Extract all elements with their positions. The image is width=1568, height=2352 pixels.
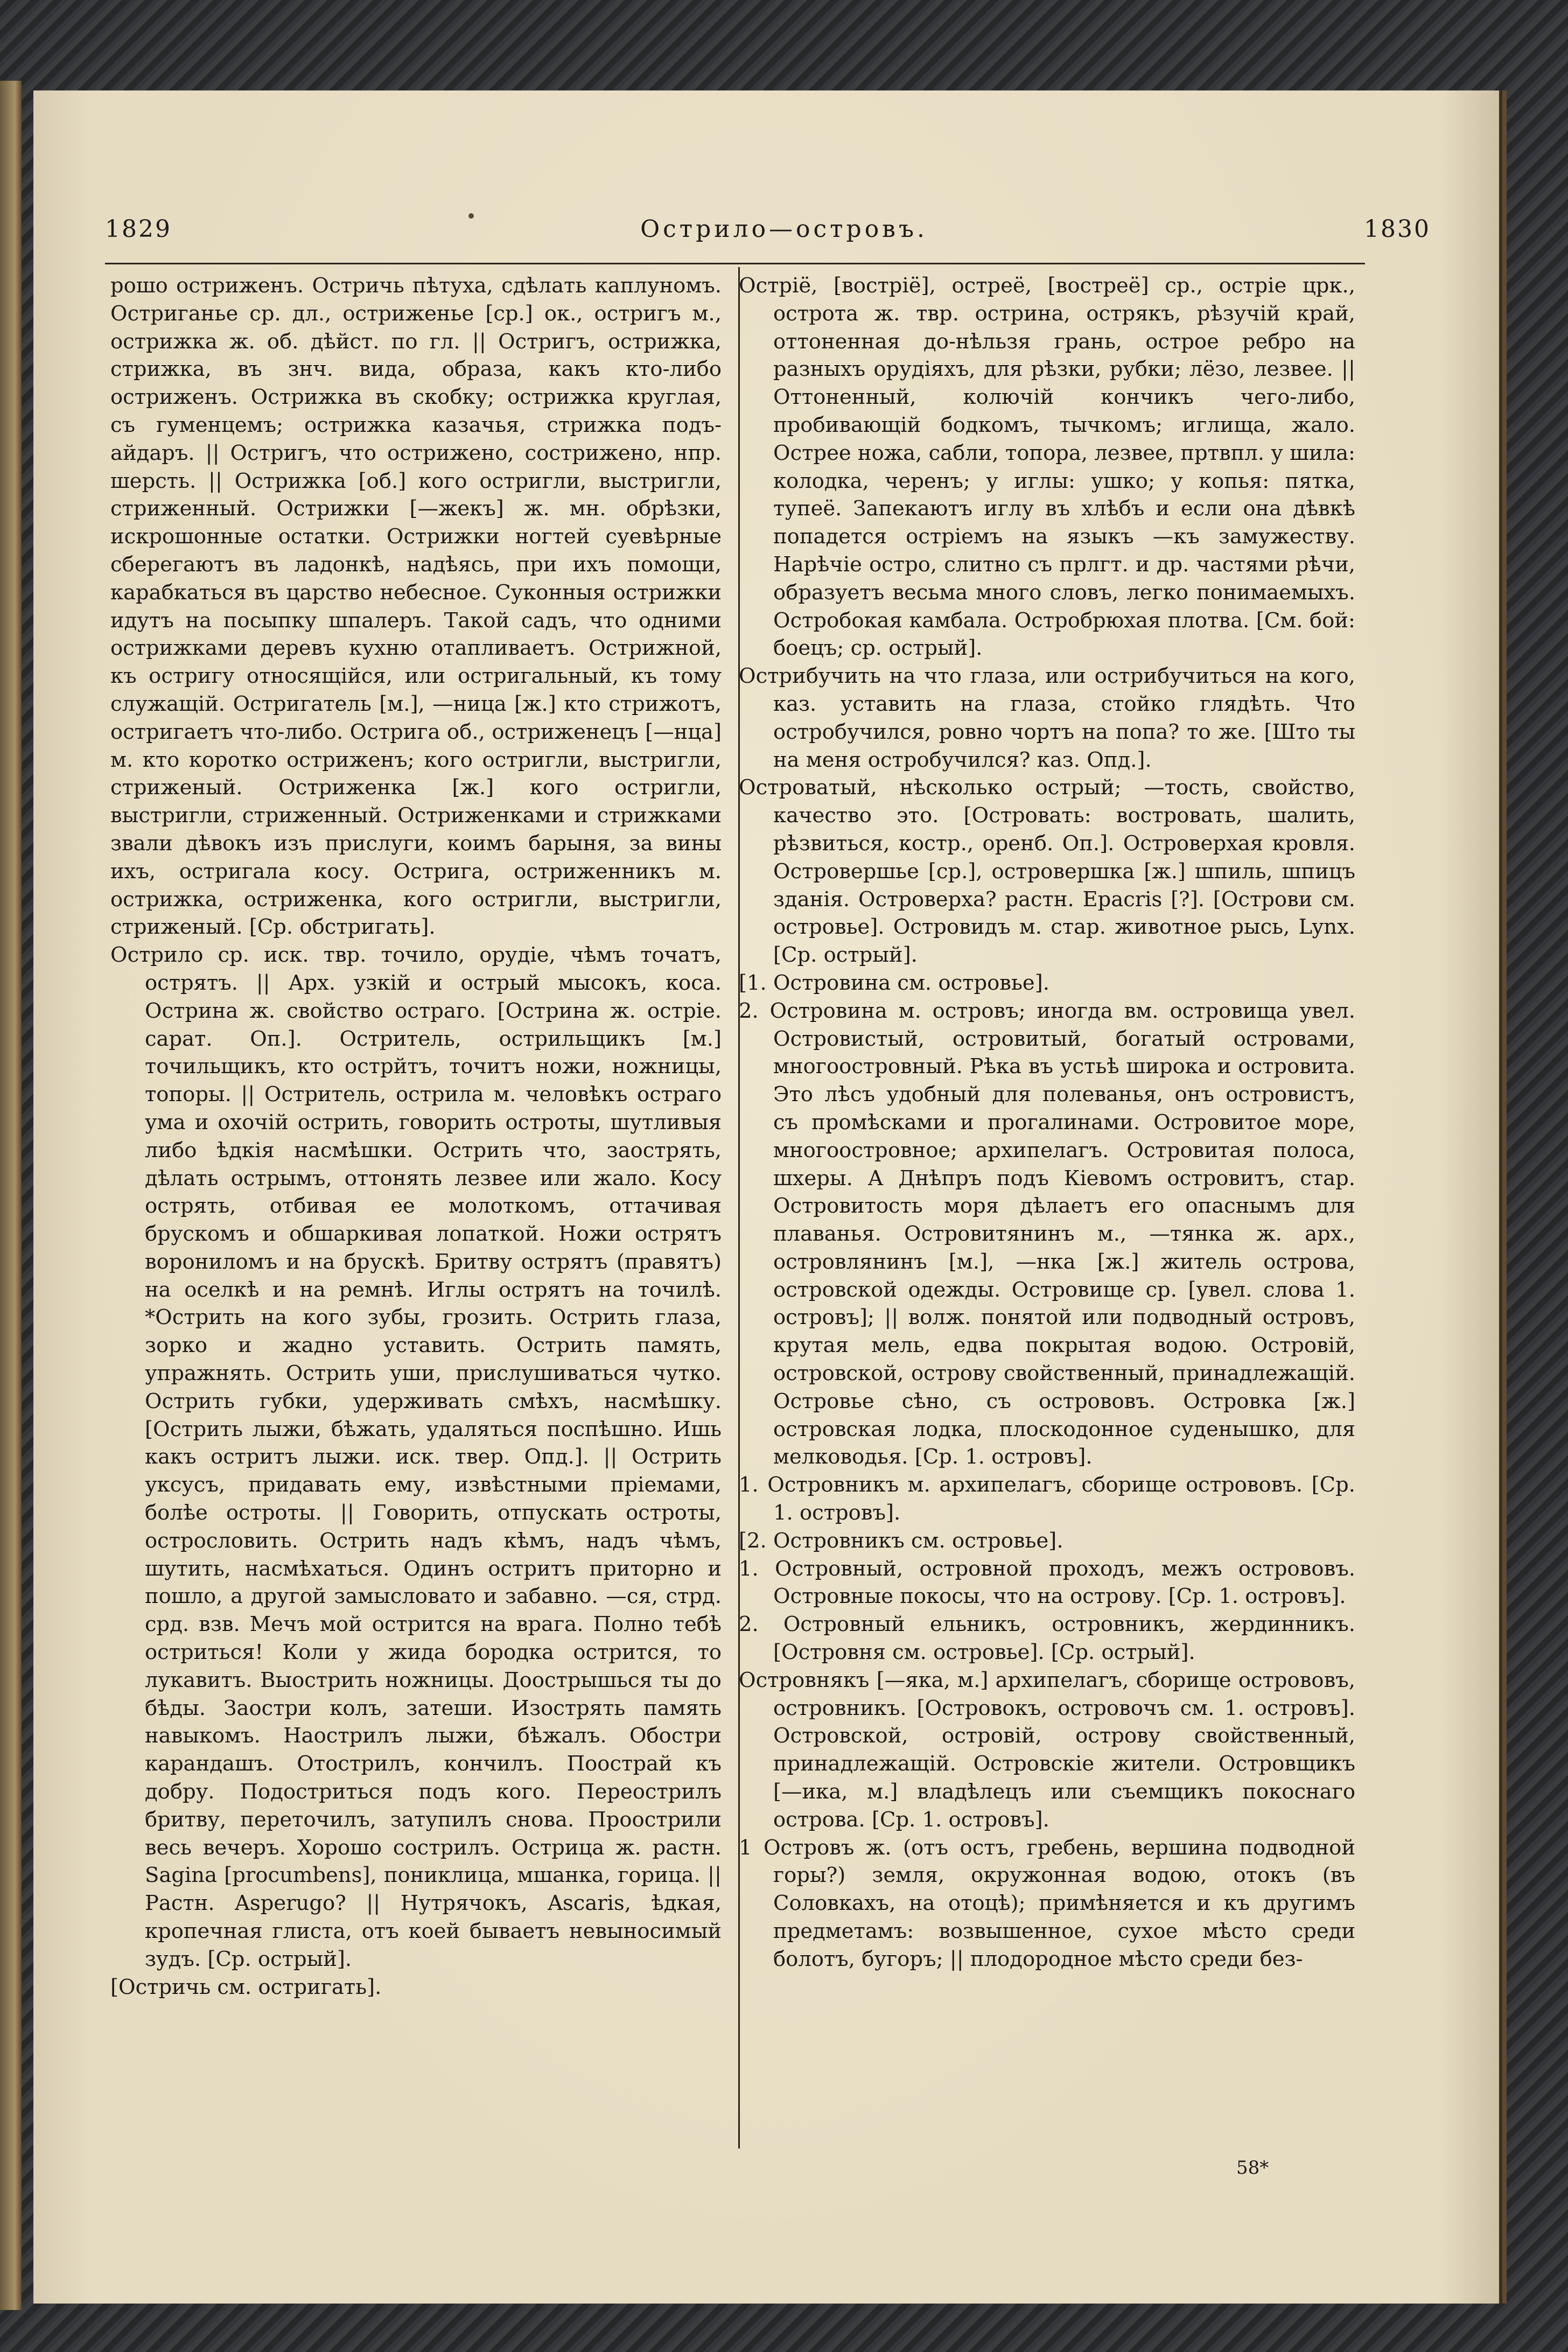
right-column <box>739 272 1355 1973</box>
signature-mark: 58* <box>1236 2157 1269 2179</box>
left-column <box>110 272 722 2001</box>
entry-ostrov: 1 Островъ ж. (отъ остъ, гребень, вершина подводной горы?) земля, окружонная водою, отокъ (въ Соловкахъ, на отоцѣ); примѣняется и къ другимъ предметамъ: возвышенное, сухое мѣсто среди болотъ, бугоръ; || плодородное мѣсто среди без- <box>739 1835 1355 1971</box>
entry-ostrovnyi-2: 2. Островный ельникъ, островникъ, жердинникъ. [Островня см. островье]. [Ср. острый]. <box>739 1612 1355 1665</box>
entry-ostrovnik-1: 1. Островникъ м. архипелагъ, сборище острововъ. [Ср. 1. островъ]. <box>739 1473 1355 1525</box>
page-number-right: 1830 <box>1364 215 1431 243</box>
previous-page-edge <box>0 81 22 2310</box>
entry-ostrovnik-2: [2. Островникъ см. островье]. <box>739 1528 1063 1553</box>
entry-ostrovina-2: 2. Островина м. островъ; иногда вм. островища увел. Островистый, островитый, богатый островами, многоостровный. Рѣка въ устьѣ широка и островита. Это лѣсъ удобный для полеванья, онъ островистъ, съ промѣсками и прогалинами. Островитое море, многоостровное; архипелагъ. Островитая полоса, шхеры. А Днѣпръ подъ Кіевомъ островитъ, стар. Островитость моря дѣлаетъ его опаснымъ для плаванья. Островитянинъ м., —тянка ж. арх., островлянинъ [м.], —нка [ж.] житель острова, островской одежды. Островище ср. [увел. слова 1. островъ]; || волж. понятой или подводный островъ, крутая мель, едва покрытая водою. Островій, островской, острову свойственный, принадлежащій. Островье сѣно, съ острововъ. Островка [ж.] островская лодка, плоскодонное суденышко, для мелководья. [Ср. 1. островъ]. <box>739 998 1355 1469</box>
entry-ostrovina-1: [1. Островина см. островье]. <box>739 970 1049 995</box>
running-title: Острило—островъ. <box>640 215 928 243</box>
entry-ostrovatyi: Островатый, нѣсколько острый; —тость, свойство, качество это. [Островать: востровать, шалить, рѣзвиться, костр., оренб. Оп.]. Островерхая кровля. Островершье [ср.], островершка [ж.] шпиль, шпицъ зданія. Островерха? растн. Epacris [?]. [Острови см. островье]. Островидъ м. стар. животное рысь, Lynx. [Ср. острый]. <box>739 775 1355 968</box>
entry-ostrobuchit: Острибучить на что глаза, или острибучиться на кого, каз. уставить на глаза, стойко глядѣть. Что остробучился, ровно чортъ на попа? то же. [Што ты на меня остробучился? каз. Опд.]. <box>739 664 1355 772</box>
running-header <box>0 215 1568 248</box>
entry-ostrovnyi-1: 1. Островный, островной проходъ, межъ острововъ. Островные покосы, что на острову. [Ср. 1. островъ]. <box>739 1556 1355 1609</box>
page-number-left: 1829 <box>105 215 172 243</box>
entry-ostrich: [Остричь см. остригать]. <box>110 1975 382 1999</box>
entry-ostrie: Остріё, [востріё], остреё, [востреё] ср., остріе црк., острота ж. твр. острина, острякъ, рѣзучій край, оттоненная до-нѣльзя грань, острое ребро на разныхъ орудіяхъ, для рѣзки, рубки; лёзо, лезвее. || Оттоненный, колючій кончикъ чего-либо, пробивающій бодкомъ, тычкомъ; иглища, жало. Острее ножа, сабли, топора, лезвее, пртвпл. у шила: колодка, черенъ; у иглы: ушко; у копья: пятка, тупеё. Запекаютъ иглу въ хлѣбъ и если она дѣвкѣ попадется остріемъ на языкъ —къ замужеству. Нарѣчіе остро, слитно съ прлгт. и др. частями рѣчи, образуетъ весьма много словъ, легко понимаемыхъ. Остробокая камбала. Остробрюхая плотва. [См. бой: боецъ; ср. острый]. <box>739 274 1355 661</box>
entry-ostrovnyak: Островнякъ [—яка, м.] архипелагъ, сборище острововъ, островникъ. [Островокъ, островочъ см. 1. островъ]. Островской, островій, острову свойственный, принадлежащій. Островскіе жители. Островщикъ [—ика, м.] владѣлецъ или съемщикъ покоснаго острова. [Ср. 1. островъ]. <box>739 1668 1355 1832</box>
entry-ostrilo: Острило ср. иск. твр. точило, орудіе, чѣмъ точатъ, острятъ. || Арх. узкій и острый мысокъ, коса. Острина ж. свойство остраго. [Острина ж. остріе. сарат. Оп.]. Остритель, острильщикъ [м.] точильщикъ, кто острйтъ, точитъ ножи, ножницы, топоры. || Остритель, острила м. человѣкъ остраго ума и охочій острить, говорить остроты, шутливыя либо ѣдкія насмѣшки. Острить что, заострять, дѣлать острымъ, оттонять лезвее или жало. Косу острять, отбивая ее молоткомъ, оттачивая брускомъ и обшаркивая лопаткой. Ножи острятъ ворониломъ и на брускѣ. Бритву острятъ (правятъ) на оселкѣ и на ремнѣ. Иглы острятъ на точилѣ. *Острить на кого зубы, грозить. Острить глаза, зорко и жадно уставить. Острить память, упражнять. Острить уши, прислушиваться чутко. Острить губки, удерживать смѣхъ, насмѣшку. [Острить лыжи, бѣжать, удаляться поспѣшно. Ишь какъ остритъ лыжи. иск. твер. Опд.]. || Острить уксусъ, придавать ему, извѣстными пріемами, болѣе остроты. || Говорить, отпускать остроты, острословить. Острить надъ кѣмъ, надъ чѣмъ, шутить, насмѣхаться. Одинъ остритъ приторно и пошло, а другой замысловато и забавно. —ся, стрд. срд. взв. Мечъ мой острится на врага. Полно тебѣ остриться! Коли у жида бородка острится, то лукавитъ. Выострить ножницы. Доострышься ты до бѣды. Заостри колъ, затеши. Изострять память навыкомъ. Наострилъ лыжи, бѣжалъ. Обостри карандашъ. Отострилъ, кончилъ. Поострай къ добру. Подостриться подъ кого. Переострилъ бритву, переточилъ, затупилъ снова. Проострили весь вечеръ. Хорошо сострилъ. Острица ж. растн. Sagina [procumbens], пониклица, мшанка, горица. || Растн. Asperugo? || Нутрячокъ, Ascaris, ѣдкая, кропечная глиста, отъ коей бываетъ невыносимый зудъ. [Ср. острый]. <box>110 943 722 1971</box>
header-rule <box>105 263 1365 264</box>
entry-continuation: рошо остриженъ. Остричь пѣтуха, сдѣлать каплуномъ. Остриганье ср. дл., остриженье [ср.] ок., остригъ м., острижка ж. об. дѣйст. по гл. || Остригъ, острижка, стрижка, въ знч. вида, образа, какъ кто-либо остриженъ. Острижка въ скобку; острижка круглая, съ гуменцемъ; острижка казачья, стрижка подъ-айдаръ. || Остригъ, что острижено, сострижено, нпр. шерсть. || Острижка [об.] кого остригли, выстригли, стриженный. Острижки [—жекъ] ж. мн. обрѣзки, искрошонные остатки. Острижки ногтей суевѣрные сберегаютъ въ ладонкѣ, надѣясь, при ихъ помощи, карабкаться въ царство небесное. Суконныя острижки идутъ на посыпку шпалеръ. Такой садъ, что одними острижками деревъ кухню отапливаетъ. Острижной, къ остригу относящійся, или остригальный, къ тому служащій. Остригатель [м.], —ница [ж.] кто стрижотъ, остригаетъ что-либо. Остригa об., остриженецъ [—нца] м. кто коротко остриженъ; кого остригли, выстригли, стриженый. Остриженка [ж.] кого остригли, выстригли, стриженный. Остриженками и стрижками звали дѣвокъ изъ прислуги, коимъ барыня, за вины ихъ, остригала косу. Острига, остриженникъ м. острижка, остриженка, кого остригли, выстригли, стриженый. [Ср. обстригать]. <box>110 274 722 940</box>
